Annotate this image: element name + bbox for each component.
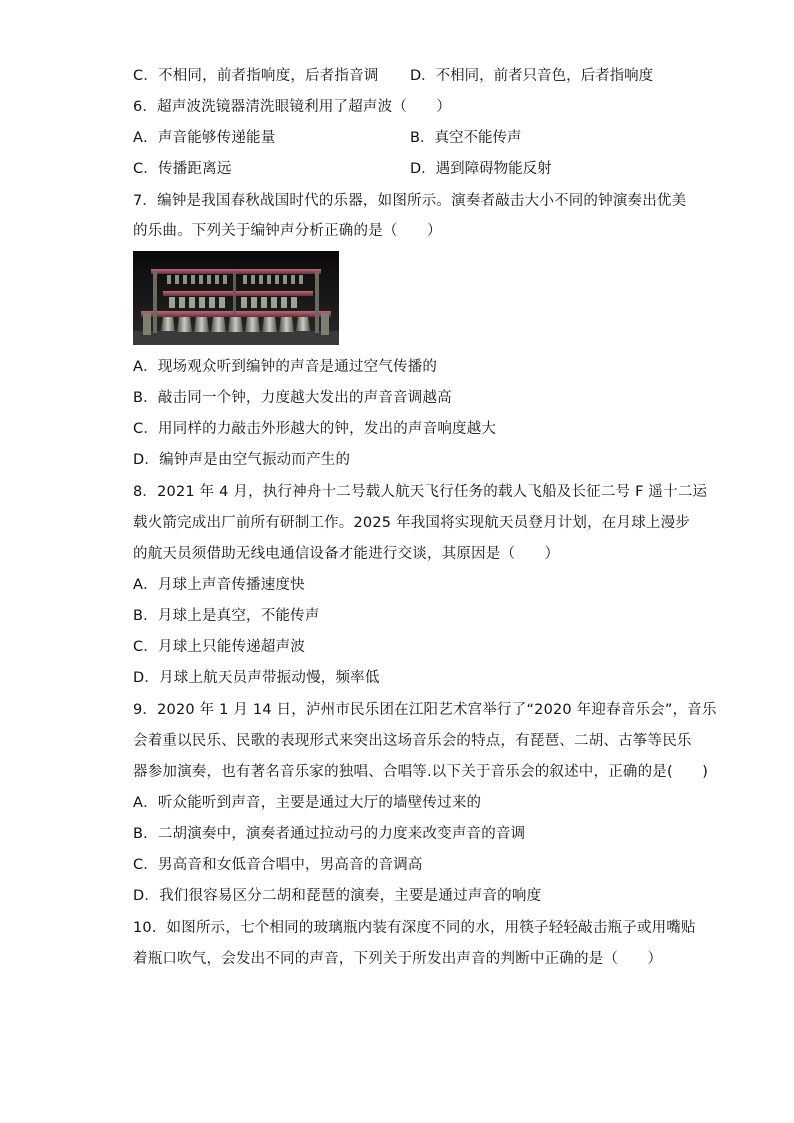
- q8-option-b: B．月球上是真空，不能传声: [133, 608, 320, 624]
- q5-option-d: D．不相同，前者只音色，后者指响度: [410, 68, 654, 84]
- q5-option-c: C．不相同，前者指响度，后者指音调: [133, 68, 379, 84]
- q7-option-c: C．用同样的力敲击外形越大的钟，发出的声音响度越大: [133, 421, 497, 437]
- q9-stem-line2: 会着重以民乐、民歌的表现形式来突出这场音乐会的特点，有琵琶、二胡、古筝等民乐: [133, 733, 692, 749]
- q9-stem-line1: 9．2020 年 1 月 14 日，泸州市民乐团在江阳艺术宫举行了“2020 年迎春音乐会”，音乐: [133, 702, 717, 718]
- q8-option-a: A．月球上声音传播速度快: [133, 577, 305, 593]
- q9-option-c: C．男高音和女低音合唱中，男高音的音调高: [133, 857, 423, 873]
- q8-stem-line1: 8．2021 年 4 月，执行神舟十二号载人航天飞行任务的载人飞船及长征二号 F 遥十二运: [133, 484, 708, 500]
- q6-option-b: B．真空不能传声: [410, 130, 522, 146]
- q7-stem-line2: 的乐曲。下列关于编钟声分析正确的是（ ）: [133, 223, 442, 239]
- q7-option-a: A．现场观众听到编钟的声音是通过空气传播的: [133, 359, 438, 375]
- q6-option-d: D．遇到障碍物能反射: [410, 161, 552, 177]
- q8-option-c: C．月球上只能传递超声波: [133, 639, 306, 655]
- q6-stem: 6．超声波洗镜器清洗眼镜利用了超声波（ ）: [133, 99, 452, 115]
- q7-option-d: D．编钟声是由空气振动而产生的: [133, 452, 351, 468]
- q9-option-d: D．我们很容易区分二胡和琵琶的演奏，主要是通过声音的响度: [133, 888, 542, 904]
- q10-stem-line1: 10．如图所示，七个相同的玻璃瓶内装有深度不同的水，用筷子轻轻敲击瓶子或用嘴贴: [133, 920, 696, 936]
- q6-option-a: A．声音能够传递能量: [133, 130, 276, 146]
- q8-stem-line2: 载火箭完成出厂前所有研制工作。2025 年我国将实现航天员登月计划，在月球上漫步: [133, 515, 691, 531]
- q9-option-b: B．二胡演奏中，演奏者通过拉动弓的力度来改变声音的音调: [133, 826, 526, 842]
- q7-option-b: B．敲击同一个钟，力度越大发出的声音音调越高: [133, 390, 452, 406]
- q9-stem-line3: 器参加演奏，也有著名音乐家的独唱、合唱等.以下关于音乐会的叙述中，正确的是( ): [133, 764, 709, 780]
- q9-option-a: A．听众能听到声音，主要是通过大厅的墙壁传过来的: [133, 795, 482, 811]
- q6-option-c: C．传播距离远: [133, 161, 232, 177]
- bianzhong-image: [133, 251, 339, 345]
- q8-stem-line3: 的航天员须借助无线电通信设备才能进行交谈，其原因是（ ）: [133, 546, 560, 562]
- q7-stem-line1: 7．编钟是我国春秋战国时代的乐器，如图所示。演奏者敲击大小不同的钟演奏出优美: [133, 193, 687, 209]
- q8-option-d: D．月球上航天员声带振动慢，频率低: [133, 670, 380, 686]
- q10-stem-line2: 着瓶口吹气，会发出不同的声音，下列关于所发出声音的判断中正确的是（ ）: [133, 951, 663, 967]
